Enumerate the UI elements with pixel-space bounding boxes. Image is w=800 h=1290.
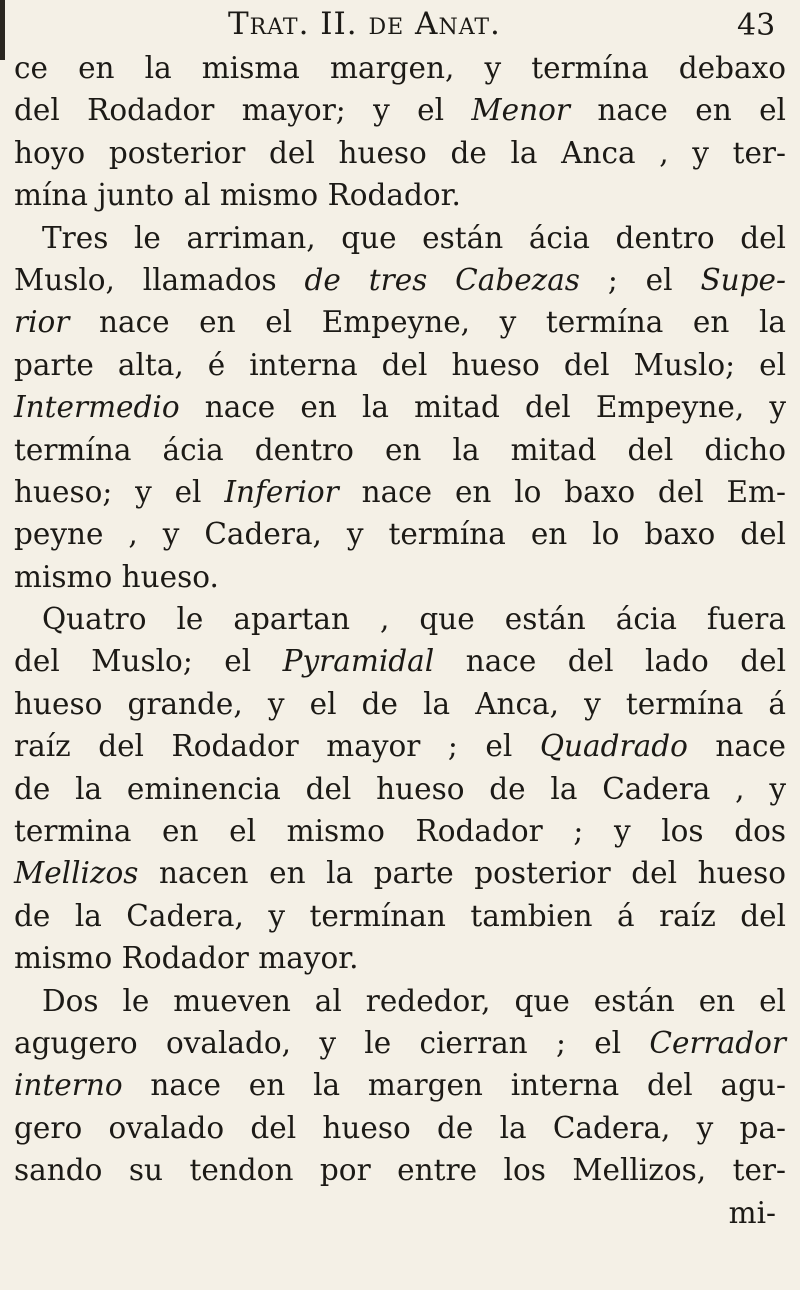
running-title: Trat. II. de Anat. xyxy=(228,6,501,42)
text-run: de la eminencia del hueso de la Cadera , y xyxy=(14,771,786,806)
text-run: nace en la mitad del Empeyne, y xyxy=(179,390,786,425)
text-run: gero ovalado del hueso de la Cadera, y pa- xyxy=(14,1110,786,1145)
running-head xyxy=(0,4,800,44)
body-text xyxy=(14,47,786,1234)
italic-term: Pyramidal xyxy=(282,644,435,679)
text-line xyxy=(14,301,786,343)
page-number: 43 xyxy=(737,8,776,43)
catchword xyxy=(14,1192,786,1234)
text-line xyxy=(14,47,786,89)
text-run: peyne , y Cadera, y termína en lo baxo del xyxy=(14,517,786,552)
text-run: del Rodador mayor; y el xyxy=(14,93,472,128)
text-line xyxy=(14,1149,786,1191)
text-run: nace xyxy=(687,729,786,764)
text-line xyxy=(14,980,786,1022)
text-line xyxy=(14,725,786,767)
text-line xyxy=(14,895,786,937)
text-line xyxy=(14,768,786,810)
text-line xyxy=(14,810,786,852)
text-line xyxy=(14,852,786,894)
text-line xyxy=(14,937,786,979)
text-run: termina en el mismo Rodador ; y los dos xyxy=(14,814,786,849)
text-line xyxy=(14,217,786,259)
text-line xyxy=(14,640,786,682)
italic-term: Menor xyxy=(471,93,570,128)
text-line xyxy=(14,89,786,131)
italic-term: Quadrado xyxy=(539,729,688,764)
text-run: ce en la misma margen, y termína debaxo xyxy=(14,51,786,85)
italic-term: Intermedio xyxy=(14,390,180,425)
text-run: de la Cadera, y termínan tambien á raíz del xyxy=(14,898,786,933)
text-run: nace en el Empeyne, y termína en la xyxy=(69,305,786,340)
text-line xyxy=(14,556,786,598)
text-line xyxy=(14,1022,786,1064)
text-run: mismo hueso. xyxy=(14,559,219,594)
text-run: del Muslo; el xyxy=(14,644,283,679)
text-line xyxy=(14,1064,786,1106)
text-line xyxy=(14,429,786,471)
text-line xyxy=(14,344,786,386)
text-run: hueso grande, y el de la Anca, y termína á xyxy=(14,686,786,721)
text-line xyxy=(14,598,786,640)
text-run: termína ácia dentro en la mitad del dicho xyxy=(14,432,786,467)
text-line xyxy=(14,513,786,555)
text-run: nace del lado del xyxy=(434,644,787,679)
text-run: sando su tendon por entre los Mellizos, ter- xyxy=(14,1153,786,1188)
text-run: nace en el xyxy=(569,93,786,128)
text-run: Muslo, llamados xyxy=(14,262,305,297)
text-run: Dos le mueven al rededor, que están en el xyxy=(42,983,786,1018)
text-run: hueso; y el xyxy=(14,474,225,509)
italic-term: Mellizos xyxy=(14,856,139,891)
italic-term: de tres Cabezas xyxy=(304,262,580,297)
text-run: agugero ovalado, y le cierran ; el xyxy=(14,1025,650,1060)
italic-term: rior xyxy=(14,305,70,340)
text-run: parte alta, é interna del hueso del Muslo; el xyxy=(14,347,786,382)
text-run: nace en lo baxo del Em- xyxy=(338,474,786,509)
italic-term: interno xyxy=(14,1068,123,1103)
text-run: mi- xyxy=(728,1195,776,1230)
text-run: nacen en la parte posterior del hueso xyxy=(138,856,786,891)
italic-term: Inferior xyxy=(224,474,339,509)
text-line xyxy=(14,174,786,216)
italic-term: Cerrador xyxy=(649,1025,786,1060)
italic-term: Supe- xyxy=(700,262,786,297)
text-run: Tres le arriman, que están ácia dentro del xyxy=(42,220,786,255)
text-line xyxy=(14,1107,786,1149)
text-run: Quatro le apartan , que están ácia fuera xyxy=(42,602,786,637)
text-line xyxy=(14,683,786,725)
text-run: ; el xyxy=(579,262,701,297)
text-line xyxy=(14,259,786,301)
text-run: mismo Rodador mayor. xyxy=(14,941,359,976)
text-line xyxy=(14,386,786,428)
text-run: mína junto al mismo Rodador. xyxy=(14,178,461,213)
text-line xyxy=(14,132,786,174)
text-run: raíz del Rodador mayor ; el xyxy=(14,729,540,764)
text-line xyxy=(14,471,786,513)
text-run: nace en la margen interna del agu- xyxy=(122,1068,786,1103)
text-run: hoyo posterior del hueso de la Anca , y ter- xyxy=(14,135,786,170)
